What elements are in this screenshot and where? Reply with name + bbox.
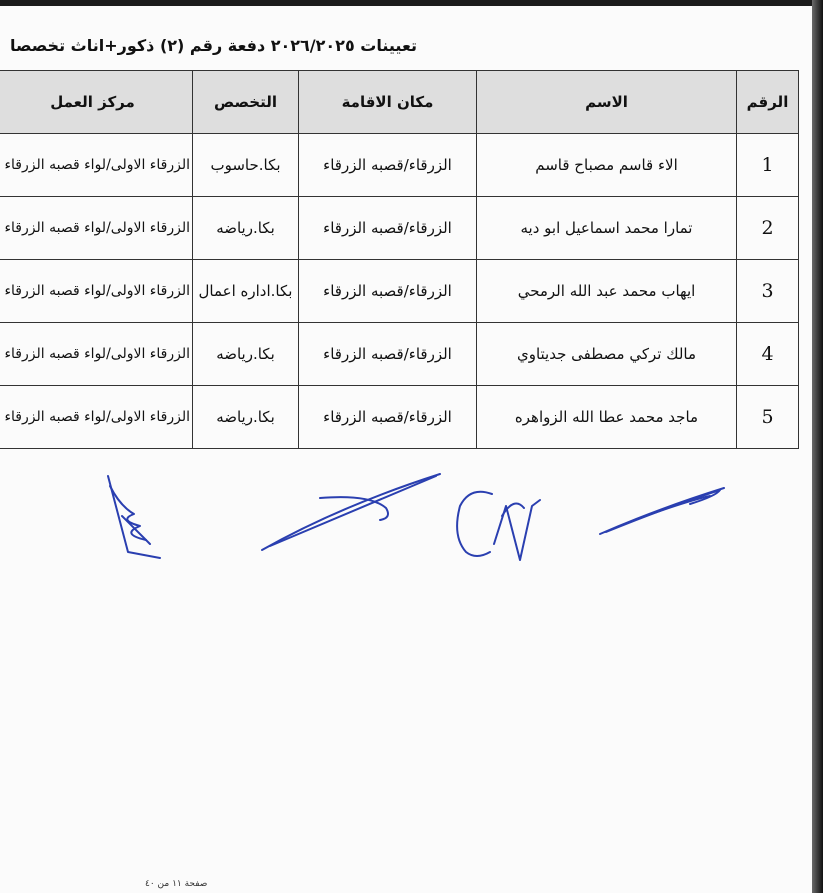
row-specialty: بكا.رياضه [193,197,299,260]
document-page [0,6,812,893]
header-num: الرقم [737,71,799,134]
row-num: 2 [737,197,799,260]
signature-3 [457,492,540,560]
row-workplace: الزرقاء الاولى/لواء قصبه الزرقاء [0,260,193,323]
table-row [0,197,799,260]
header-workplace: مركز العمل [0,71,193,134]
table-row [0,323,799,386]
appointments-table [0,70,799,449]
row-workplace: الزرقاء الاولى/لواء قصبه الزرقاء [0,134,193,197]
header-specialty: التخصص [193,71,299,134]
row-residence: الزرقاء/قصبه الزرقاء [299,260,477,323]
signatures [0,456,812,576]
row-specialty: بكا.حاسوب [193,134,299,197]
table-row [0,260,799,323]
row-name: تمارا محمد اسماعيل ابو ديه [477,197,737,260]
row-residence: الزرقاء/قصبه الزرقاء [299,323,477,386]
row-num: 1 [737,134,799,197]
document-title: تعيينات ٢٠٢٦/٢٠٢٥ دفعة رقم (٢) ذكور+اناث تخصصا [10,36,417,55]
row-workplace: الزرقاء الاولى/لواء قصبه الزرقاء [0,386,193,449]
page-edge-shadow [812,0,823,893]
signature-2 [262,474,440,550]
row-name: الاء قاسم مصباح قاسم [477,134,737,197]
signature-1 [108,476,160,558]
row-num: 3 [737,260,799,323]
row-residence: الزرقاء/قصبه الزرقاء [299,134,477,197]
table-row [0,134,799,197]
row-num: 5 [737,386,799,449]
row-num: 4 [737,323,799,386]
header-name: الاسم [477,71,737,134]
row-specialty: بكا.رياضه [193,386,299,449]
row-residence: الزرقاء/قصبه الزرقاء [299,197,477,260]
row-workplace: الزرقاء الاولى/لواء قصبه الزرقاء [0,323,193,386]
row-name: ايهاب محمد عبد الله الرمحي [477,260,737,323]
row-specialty: بكا.رياضه [193,323,299,386]
row-residence: الزرقاء/قصبه الزرقاء [299,386,477,449]
page-number: صفحة ١١ من ٤٠ [145,879,208,889]
table-row [0,386,799,449]
row-name: ماجد محمد عطا الله الزواهره [477,386,737,449]
row-name: مالك تركي مصطفى جديتاوي [477,323,737,386]
row-specialty: بكا.اداره اعمال [193,260,299,323]
table-header-row [0,71,799,134]
header-residence: مكان الاقامة [299,71,477,134]
signature-4 [600,488,724,534]
row-workplace: الزرقاء الاولى/لواء قصبه الزرقاء [0,197,193,260]
